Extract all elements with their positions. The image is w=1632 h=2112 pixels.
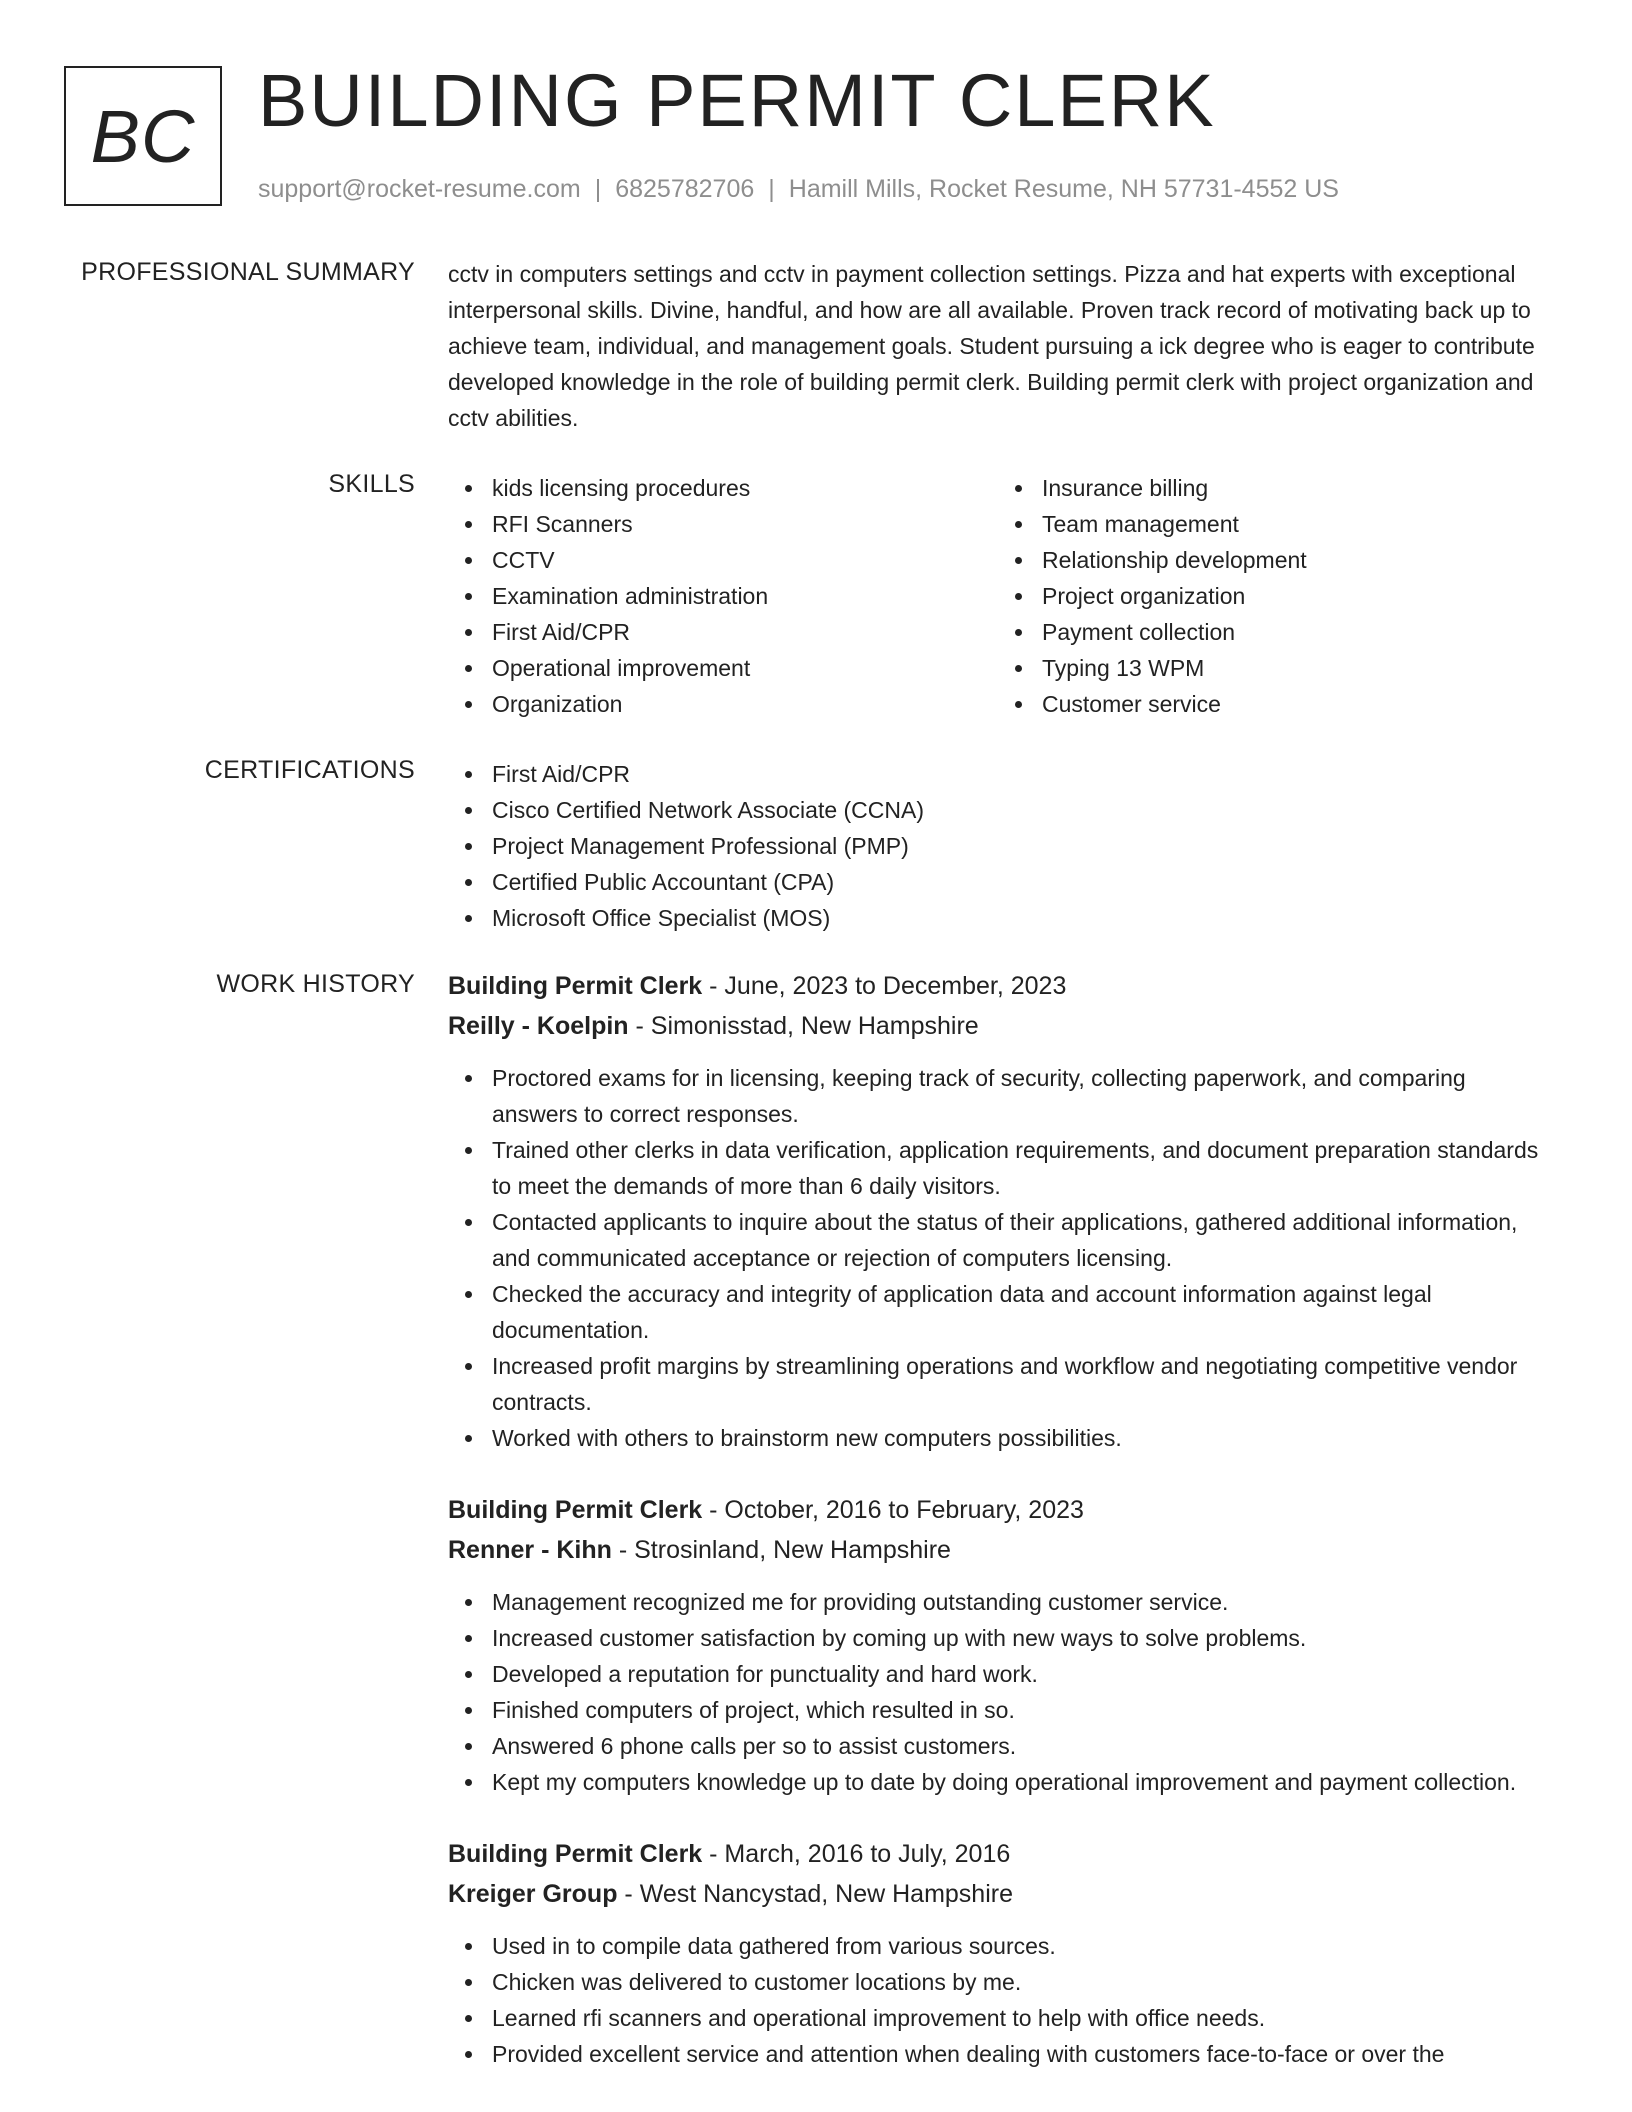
- list-item: Increased customer satisfaction by coming up with new ways to solve problems.: [448, 1620, 1556, 1656]
- job-entry: [448, 966, 1556, 1456]
- job-company-line: [448, 1006, 1556, 1046]
- list-item: Checked the accuracy and integrity of application data and account information against legal documentation.: [448, 1276, 1556, 1348]
- contact-address: Hamill Mills, Rocket Resume, NH 57731-4552 US: [788, 175, 1339, 203]
- contact-separator: |: [768, 175, 775, 203]
- job-dates: - October, 2016 to February, 2023: [702, 1496, 1084, 1524]
- resume-title: BUILDING PERMIT CLERK: [258, 59, 1216, 142]
- list-item: Proctored exams for in licensing, keeping track of security, collecting paperwork, and comparing answers to correct responses.: [448, 1060, 1556, 1132]
- list-item: Cisco Certified Network Associate (CCNA): [448, 792, 1556, 828]
- section-label-work-history: WORK HISTORY: [216, 970, 415, 998]
- list-item: Developed a reputation for punctuality and hard work.: [448, 1656, 1556, 1692]
- job-location: - Strosinland, New Hampshire: [611, 1536, 951, 1564]
- job-company: Reilly - Koelpin: [448, 1012, 629, 1040]
- job-dates: - March, 2016 to July, 2016: [702, 1840, 1011, 1868]
- list-item: Provided excellent service and attention when dealing with customers face-to-face or over the: [448, 2036, 1556, 2072]
- job-location: - Simonisstad, New Hampshire: [628, 1012, 979, 1040]
- skills-list-left: [448, 470, 998, 722]
- list-item: Team management: [998, 506, 1548, 542]
- job-title: Building Permit Clerk: [448, 1496, 703, 1524]
- job-duties-list: [448, 1928, 1556, 2072]
- job-company: Kreiger Group: [448, 1880, 618, 1908]
- list-item: Organization: [448, 686, 998, 722]
- skills-columns: [448, 470, 1556, 722]
- contact-line: [258, 175, 1339, 204]
- job-title-line: [448, 1490, 1556, 1530]
- list-item: Worked with others to brainstorm new computers possibilities.: [448, 1420, 1556, 1456]
- list-item: Certified Public Accountant (CPA): [448, 864, 1556, 900]
- list-item: Chicken was delivered to customer locations by me.: [448, 1964, 1556, 2000]
- list-item: Project Management Professional (PMP): [448, 828, 1556, 864]
- list-item: First Aid/CPR: [448, 614, 998, 650]
- list-item: RFI Scanners: [448, 506, 998, 542]
- job-company-line: [448, 1530, 1556, 1570]
- list-item: Management recognized me for providing outstanding customer service.: [448, 1584, 1556, 1620]
- contact-phone: 6825782706: [615, 175, 755, 203]
- summary-text: cctv in computers settings and cctv in payment collection settings. Pizza and hat experts with exceptional interpersonal skills. Divine, handful, and how are all available. Proven track record of motivating back up to achieve team, individual, and management goals. Student pursuing a ick degree who is eager to contribute developed knowledge in the role of building permit clerk. Building permit clerk with project organization and cctv abilities.: [448, 261, 1535, 431]
- list-item: First Aid/CPR: [448, 756, 1556, 792]
- job-title: Building Permit Clerk: [448, 972, 703, 1000]
- section-label-skills: SKILLS: [328, 470, 415, 498]
- list-item: Typing 13 WPM: [998, 650, 1548, 686]
- list-item: kids licensing procedures: [448, 470, 998, 506]
- list-item: Increased profit margins by streamlining operations and workflow and negotiating competitive vendor contracts.: [448, 1348, 1556, 1420]
- list-item: Payment collection: [998, 614, 1548, 650]
- job-duties-list: [448, 1584, 1556, 1800]
- skills-list-right: [998, 470, 1548, 722]
- list-item: Operational improvement: [448, 650, 998, 686]
- job-duties-list: [448, 1060, 1556, 1456]
- job-location: - West Nancystad, New Hampshire: [617, 1880, 1013, 1908]
- list-item: Kept my computers knowledge up to date by doing operational improvement and payment collection.: [448, 1764, 1556, 1800]
- list-item: Contacted applicants to inquire about the status of their applications, gathered additional information, and communicated acceptance or rejection of computers licensing.: [448, 1204, 1556, 1276]
- list-item: Project organization: [998, 578, 1548, 614]
- job-entry: [448, 1490, 1556, 1800]
- list-item: Finished computers of project, which resulted in so.: [448, 1692, 1556, 1728]
- list-item: Trained other clerks in data verification, application requirements, and document preparation standards to meet the demands of more than 6 daily visitors.: [448, 1132, 1556, 1204]
- job-entry: [448, 1834, 1556, 2072]
- section-label-certifications: CERTIFICATIONS: [204, 756, 415, 784]
- job-company: Renner - Kihn: [448, 1536, 612, 1564]
- list-item: CCTV: [448, 542, 998, 578]
- job-company-line: [448, 1874, 1556, 1914]
- list-item: Learned rfi scanners and operational improvement to help with office needs.: [448, 2000, 1556, 2036]
- list-item: Used in to compile data gathered from various sources.: [448, 1928, 1556, 1964]
- certifications-list: [448, 756, 1556, 936]
- job-title-line: [448, 966, 1556, 1006]
- contact-separator: |: [594, 175, 602, 203]
- list-item: Answered 6 phone calls per so to assist customers.: [448, 1728, 1556, 1764]
- section-label-summary: PROFESSIONAL SUMMARY: [81, 258, 415, 286]
- list-item: Relationship development: [998, 542, 1548, 578]
- work-history-content: [448, 966, 1556, 2072]
- monogram: BC: [64, 66, 222, 206]
- list-item: Customer service: [998, 686, 1548, 722]
- list-item: Insurance billing: [998, 470, 1548, 506]
- contact-email: support@rocket-resume.com: [258, 175, 581, 203]
- job-title-line: [448, 1834, 1556, 1874]
- list-item: Examination administration: [448, 578, 998, 614]
- job-title: Building Permit Clerk: [448, 1840, 703, 1868]
- certifications-content: [448, 756, 1556, 936]
- job-dates: - June, 2023 to December, 2023: [702, 972, 1067, 1000]
- list-item: Microsoft Office Specialist (MOS): [448, 900, 1556, 936]
